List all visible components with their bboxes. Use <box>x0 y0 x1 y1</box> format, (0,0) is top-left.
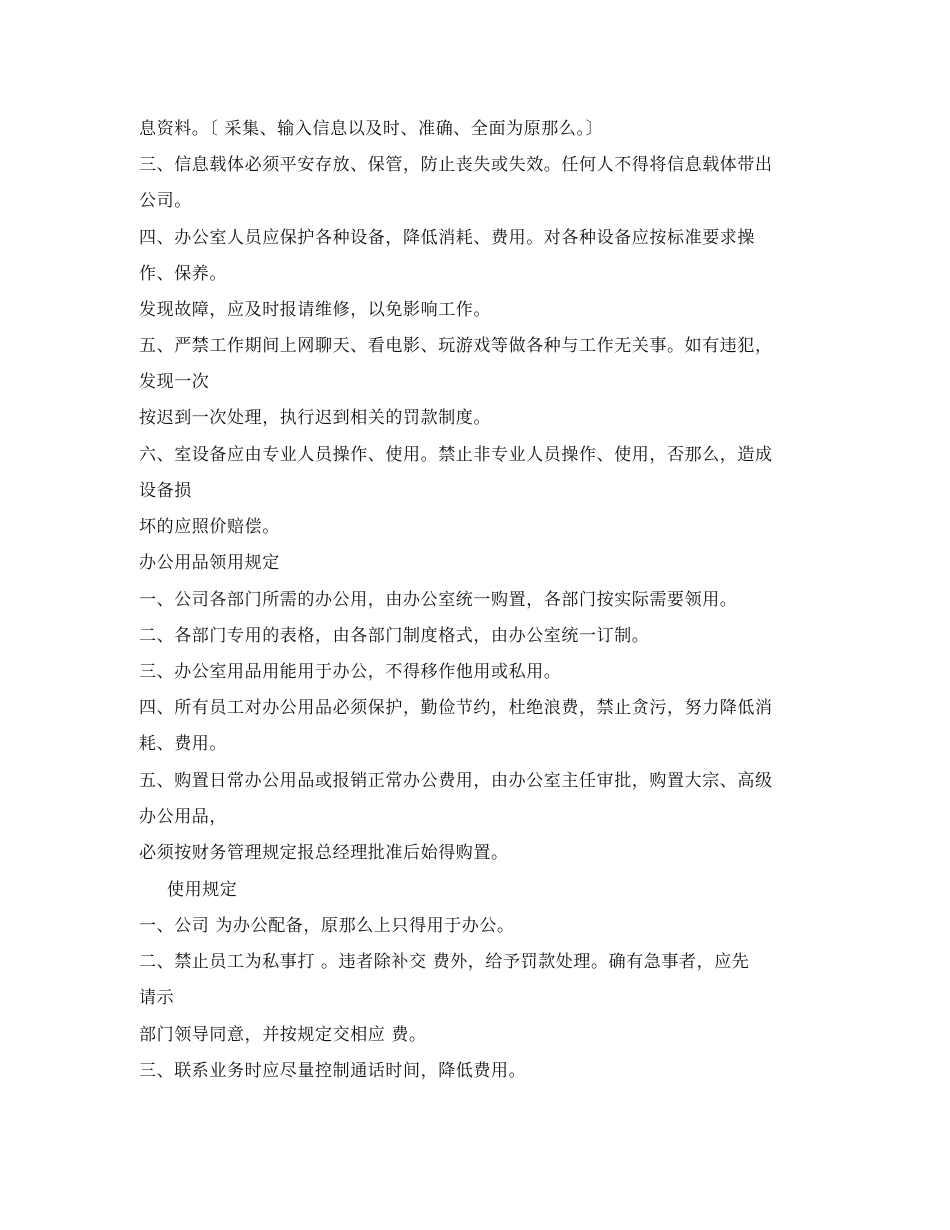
text-line: 四、办公室人员应保护各种设备，降低消耗、费用。对各种设备应按标准要求操 <box>139 228 755 248</box>
section-heading: 办公用品领用规定 <box>139 553 280 573</box>
text-line: 发现一次 <box>139 372 210 392</box>
text-line: 五、购置日常办公用品或报销正常办公费用，由办公室主任审批，购置大宗、高级 <box>139 771 773 791</box>
text-line: 三、信息载体必须平安存放、保管，防止丧失或失效。任何人不得将信息载体带出 <box>139 155 773 175</box>
text-line: 一、公司各部门所需的办公用，由办公室统一购置，各部门按实际需要领用。 <box>139 590 738 610</box>
text-line: 公司。 <box>139 191 192 211</box>
text-line: 按迟到一次处理，执行迟到相关的罚款制度。 <box>139 408 491 428</box>
text-line: 必须按财务管理规定报总经理批准后始得购置。 <box>139 843 509 863</box>
text-line: 办公用品， <box>139 807 227 827</box>
text-line: 五、严禁工作期间上网聊天、看电影、玩游戏等做各种与工作无关事。如有违犯， <box>139 336 773 356</box>
text-line: 二、禁止员工为私事打 。违者除补交 费外，给予罚款处理。确有急事者，应先 <box>139 952 750 972</box>
text-line: 耗、费用。 <box>139 734 227 754</box>
text-line: 息资料。〔 采集、输入信息以及时、准确、全面为原那么。〕 <box>139 119 604 139</box>
text-line: 四、所有员工对办公用品必须保护，勤俭节约，杜绝浪费，禁止贪污，努力降低消 <box>139 698 773 718</box>
text-line: 作、保养。 <box>139 264 227 284</box>
text-line: 六、室设备应由专业人员操作、使用。禁止非专业人员操作、使用，否那么，造成 <box>139 445 773 465</box>
text-line: 坏的应照价赔偿。 <box>139 517 280 537</box>
text-line: 一、公司 为办公配备，原那么上只得用于办公。 <box>139 916 515 936</box>
section-heading: 使用规定 <box>167 880 238 900</box>
text-line: 三、联系业务时应尽量控制通话时间，降低费用。 <box>139 1061 527 1081</box>
text-line: 请示 <box>139 988 175 1008</box>
text-line: 二、各部门专用的表格，由各部门制度格式，由办公室统一订制。 <box>139 626 650 646</box>
text-line: 设备损 <box>139 481 192 501</box>
text-line: 三、办公室用品用能用于办公，不得移作他用或私用。 <box>139 662 562 682</box>
text-line: 发现故障，应及时报请维修，以免影响工作。 <box>139 300 491 320</box>
text-line: 部门领导同意，并按规定交相应 费。 <box>139 1025 427 1045</box>
